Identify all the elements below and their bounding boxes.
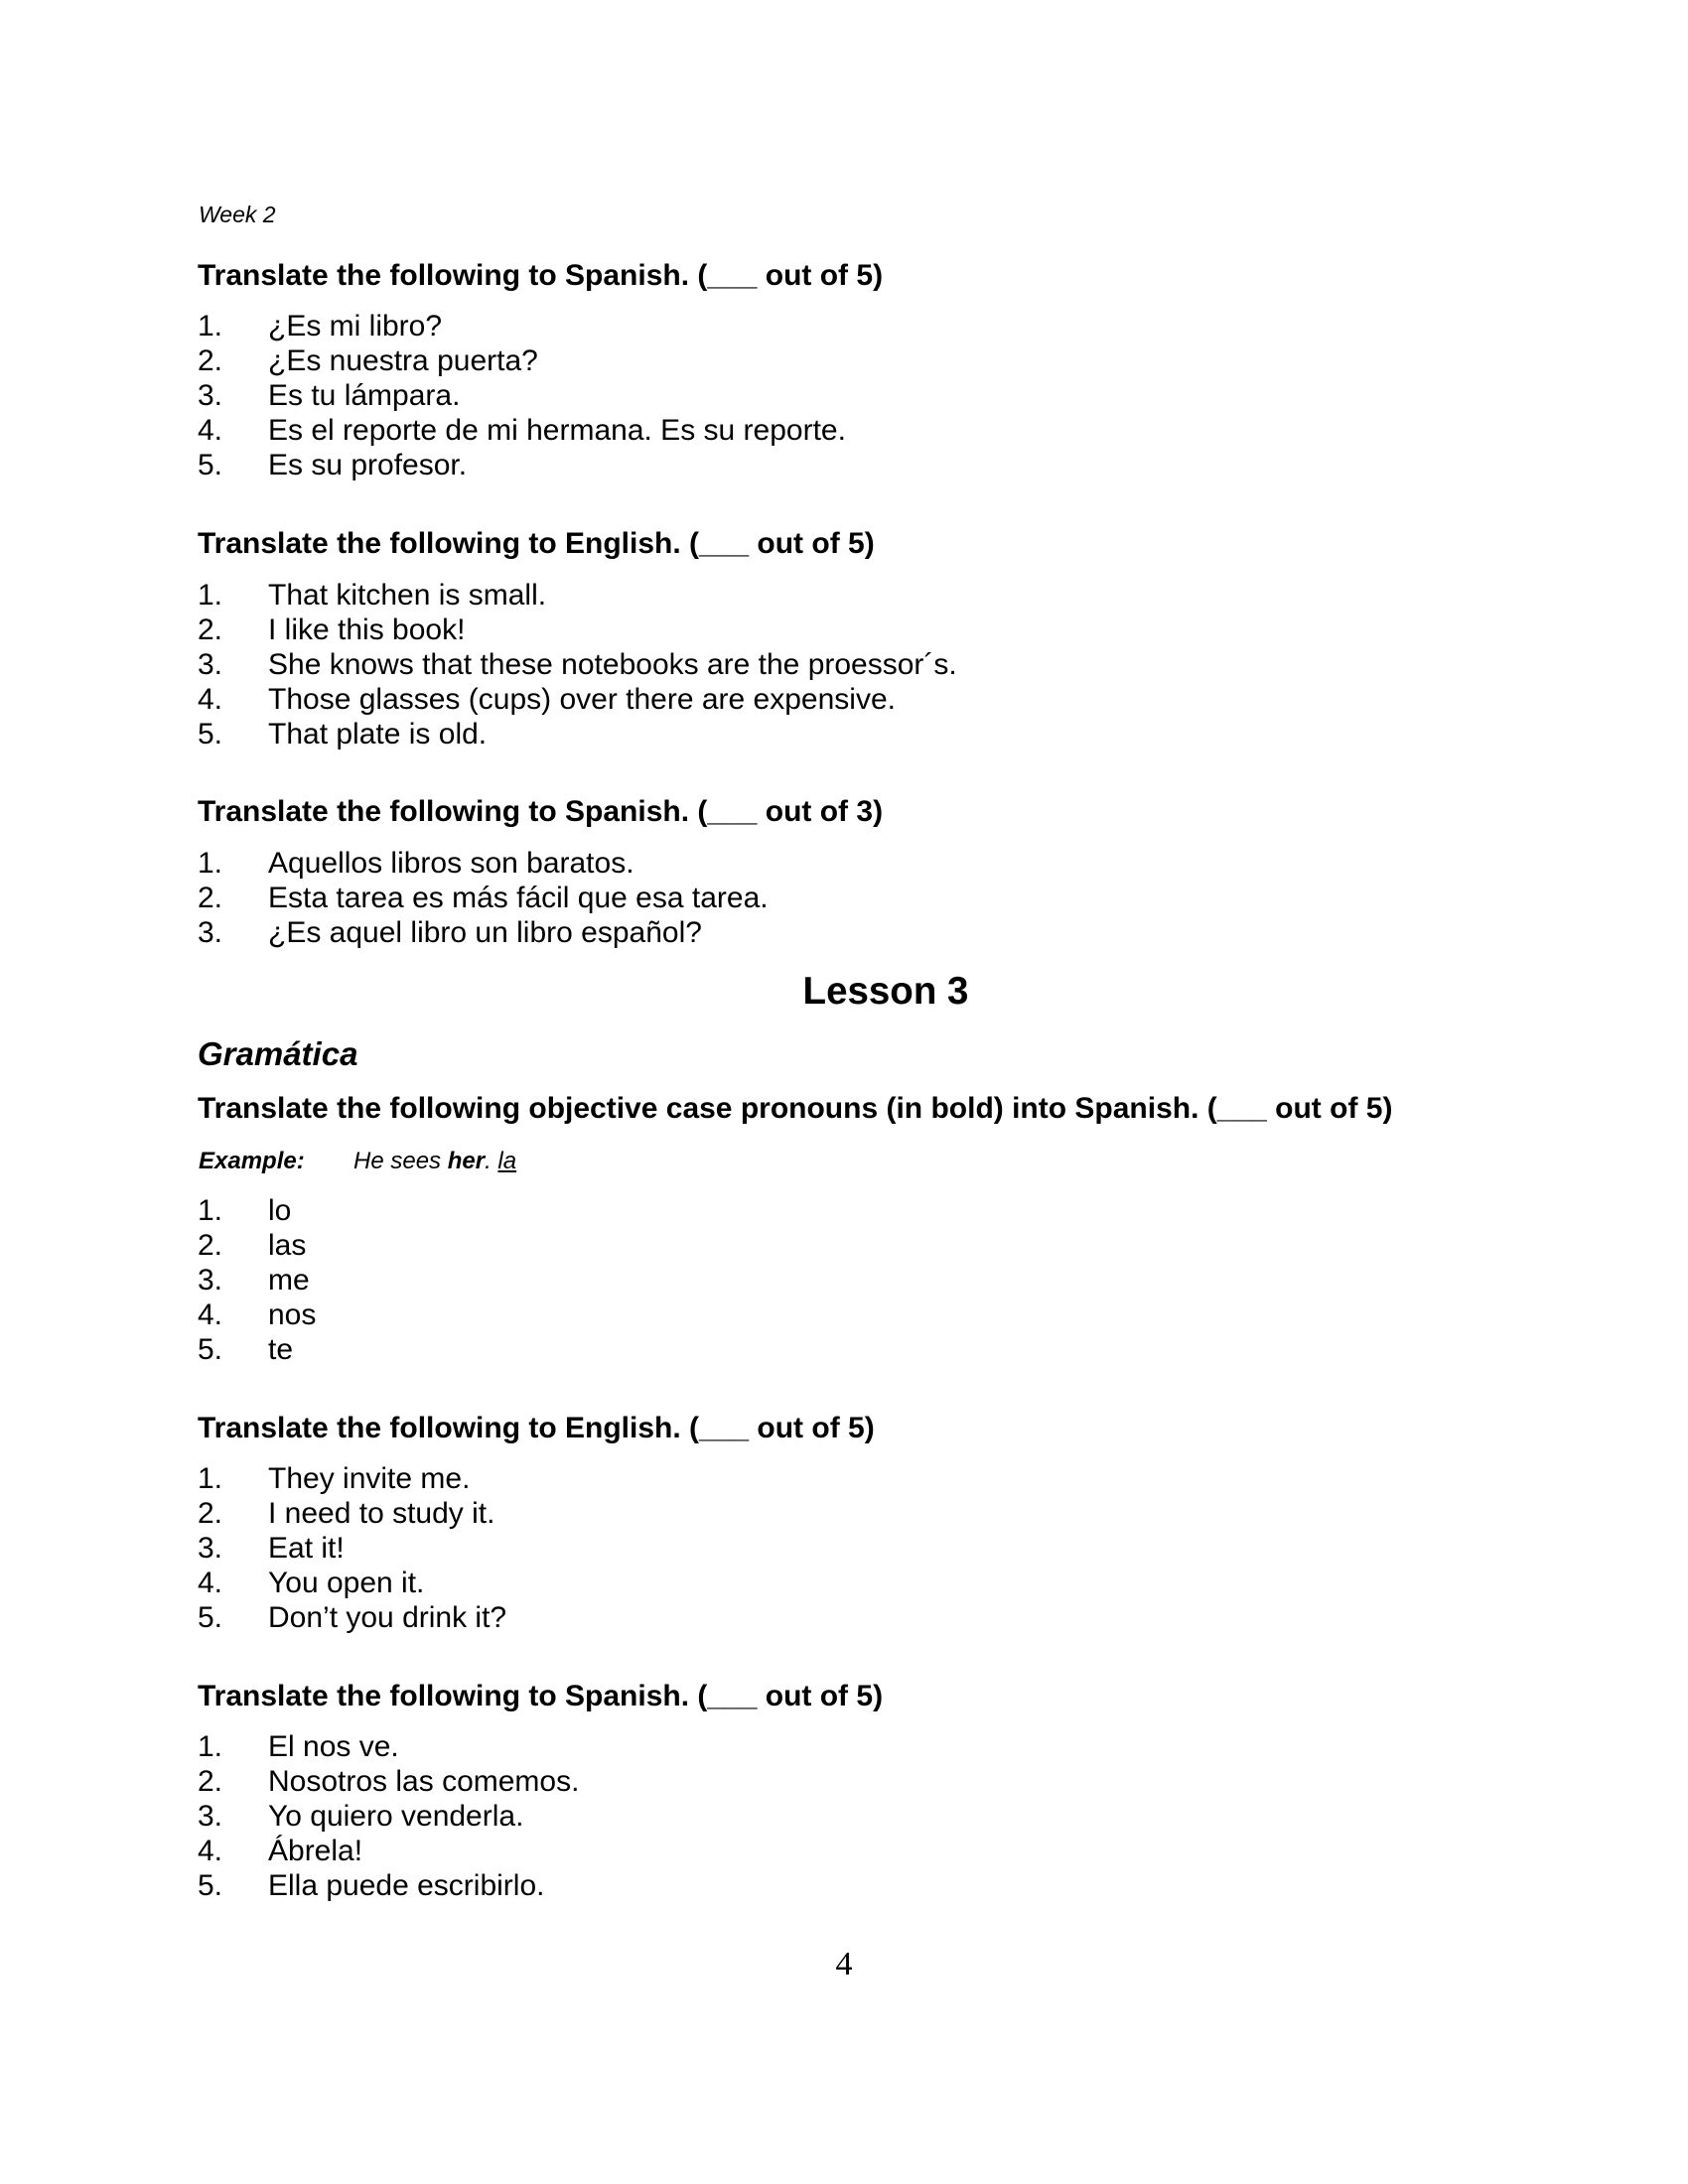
item-number: 1. — [198, 579, 223, 612]
item-number: 3. — [198, 648, 223, 681]
list-item — [198, 613, 957, 647]
list-item — [198, 846, 769, 881]
item-text: Ella puede escribirlo. — [268, 1869, 545, 1902]
item-text: ¿Es aquel libro un libro español? — [268, 916, 702, 949]
list-item — [198, 1332, 316, 1367]
item-text: That plate is old. — [268, 718, 488, 751]
list-item — [198, 881, 769, 915]
item-number: 5. — [198, 1601, 223, 1634]
item-text: Those glasses (cups) over there are expensive. — [268, 683, 896, 716]
item-number: 5. — [198, 449, 223, 481]
list-item — [198, 1566, 506, 1600]
item-text: me — [268, 1264, 310, 1297]
exercise-list — [198, 1729, 579, 1903]
section-heading: Translate the following to English. (___ out of 5) — [198, 527, 875, 560]
item-text: Es tu lámpara. — [268, 379, 461, 412]
item-text: You open it. — [268, 1567, 425, 1599]
exercise-list — [198, 309, 846, 482]
week-label: Week 2 — [199, 202, 276, 227]
item-number: 1. — [198, 310, 223, 342]
list-item — [198, 1799, 579, 1834]
item-text: Ábrela! — [268, 1835, 363, 1867]
list-item — [198, 717, 957, 751]
item-number: 3. — [198, 916, 223, 949]
item-text: Es el reporte de mi hermana. Es su reporte. — [268, 414, 846, 447]
list-item — [198, 1764, 579, 1799]
section-heading: Translate the following to English. (___ out of 5) — [198, 1412, 875, 1444]
item-number: 5. — [198, 1869, 223, 1902]
example-bold-word: her — [447, 1148, 486, 1174]
section-heading: Translate the following to Spanish. (___ out of 3) — [198, 795, 884, 828]
list-item — [198, 1461, 506, 1496]
lesson-title: Lesson 3 — [802, 970, 969, 1013]
item-number: 3. — [198, 379, 223, 412]
item-text: Don’t you drink it? — [268, 1601, 507, 1634]
list-item — [198, 378, 846, 413]
list-item — [198, 343, 846, 378]
item-text: El nos ve. — [268, 1730, 399, 1763]
example-answer: la — [497, 1148, 517, 1174]
item-number: 2. — [198, 882, 223, 914]
section-heading: Translate the following to Spanish. (___ out of 5) — [198, 1680, 884, 1712]
list-item — [198, 1729, 579, 1764]
item-number: 2. — [198, 1497, 223, 1530]
item-text: I need to study it. — [268, 1497, 495, 1530]
item-text: te — [268, 1333, 294, 1366]
item-number: 1. — [198, 1730, 223, 1763]
example-suffix: . — [485, 1148, 498, 1174]
item-number: 4. — [198, 683, 223, 716]
item-text: They invite me. — [268, 1462, 471, 1495]
item-number: 1. — [198, 1462, 223, 1495]
item-number: 1. — [198, 847, 223, 880]
item-text: Aquellos libros son baratos. — [268, 847, 634, 880]
item-number: 5. — [198, 1333, 223, 1366]
item-text: nos — [268, 1298, 317, 1331]
exercise-list — [198, 1461, 506, 1635]
item-number: 4. — [198, 414, 223, 447]
list-item — [198, 1834, 579, 1868]
item-number: 2. — [198, 344, 223, 377]
list-item — [198, 915, 769, 950]
exercise-list — [198, 1193, 316, 1367]
item-number: 4. — [198, 1567, 223, 1599]
item-number: 3. — [198, 1264, 223, 1297]
page-number-container — [0, 1948, 1688, 1981]
item-text: That kitchen is small. — [268, 579, 547, 612]
item-text: I like this book! — [268, 614, 466, 646]
list-item — [198, 1297, 316, 1332]
item-text: lo — [268, 1194, 292, 1227]
item-number: 3. — [198, 1800, 223, 1833]
section-heading: Translate the following objective case pronouns (in bold) into Spanish. (___ out of 5) — [198, 1092, 1393, 1125]
example-prefix: He sees — [353, 1148, 448, 1174]
list-item — [198, 448, 846, 482]
item-text: Yo quiero venderla. — [268, 1800, 524, 1833]
item-text: Eat it! — [268, 1532, 345, 1565]
list-item — [198, 1496, 506, 1531]
list-item — [198, 1531, 506, 1566]
page-number: 4 — [835, 1946, 853, 1982]
example-line — [199, 1150, 516, 1173]
list-item — [198, 1193, 316, 1228]
item-text: She knows that these notebooks are the proessor´s. — [268, 648, 957, 681]
list-item — [198, 413, 846, 448]
item-number: 3. — [198, 1532, 223, 1565]
list-item — [198, 1868, 579, 1903]
exercise-list — [198, 846, 769, 950]
item-number: 1. — [198, 1194, 223, 1227]
item-number: 4. — [198, 1835, 223, 1867]
list-item — [198, 309, 846, 343]
item-number: 4. — [198, 1298, 223, 1331]
list-item — [198, 1263, 316, 1297]
example-label: Example: — [199, 1148, 305, 1174]
item-text: las — [268, 1229, 307, 1262]
item-number: 2. — [198, 614, 223, 646]
item-text: ¿Es nuestra puerta? — [268, 344, 538, 377]
list-item — [198, 1228, 316, 1263]
item-text: Es su profesor. — [268, 449, 468, 481]
lesson-subtitle: Gramática — [198, 1035, 358, 1072]
item-number: 2. — [198, 1765, 223, 1798]
exercise-list — [198, 578, 957, 751]
list-item — [198, 578, 957, 613]
section-heading: Translate the following to Spanish. (___ out of 5) — [198, 259, 884, 292]
list-item — [198, 1600, 506, 1635]
item-number: 5. — [198, 718, 223, 751]
list-item — [198, 682, 957, 717]
list-item — [198, 647, 957, 682]
item-number: 2. — [198, 1229, 223, 1262]
item-text: Nosotros las comemos. — [268, 1765, 580, 1798]
item-text: ¿Es mi libro? — [268, 310, 443, 342]
item-text: Esta tarea es más fácil que esa tarea. — [268, 882, 769, 914]
